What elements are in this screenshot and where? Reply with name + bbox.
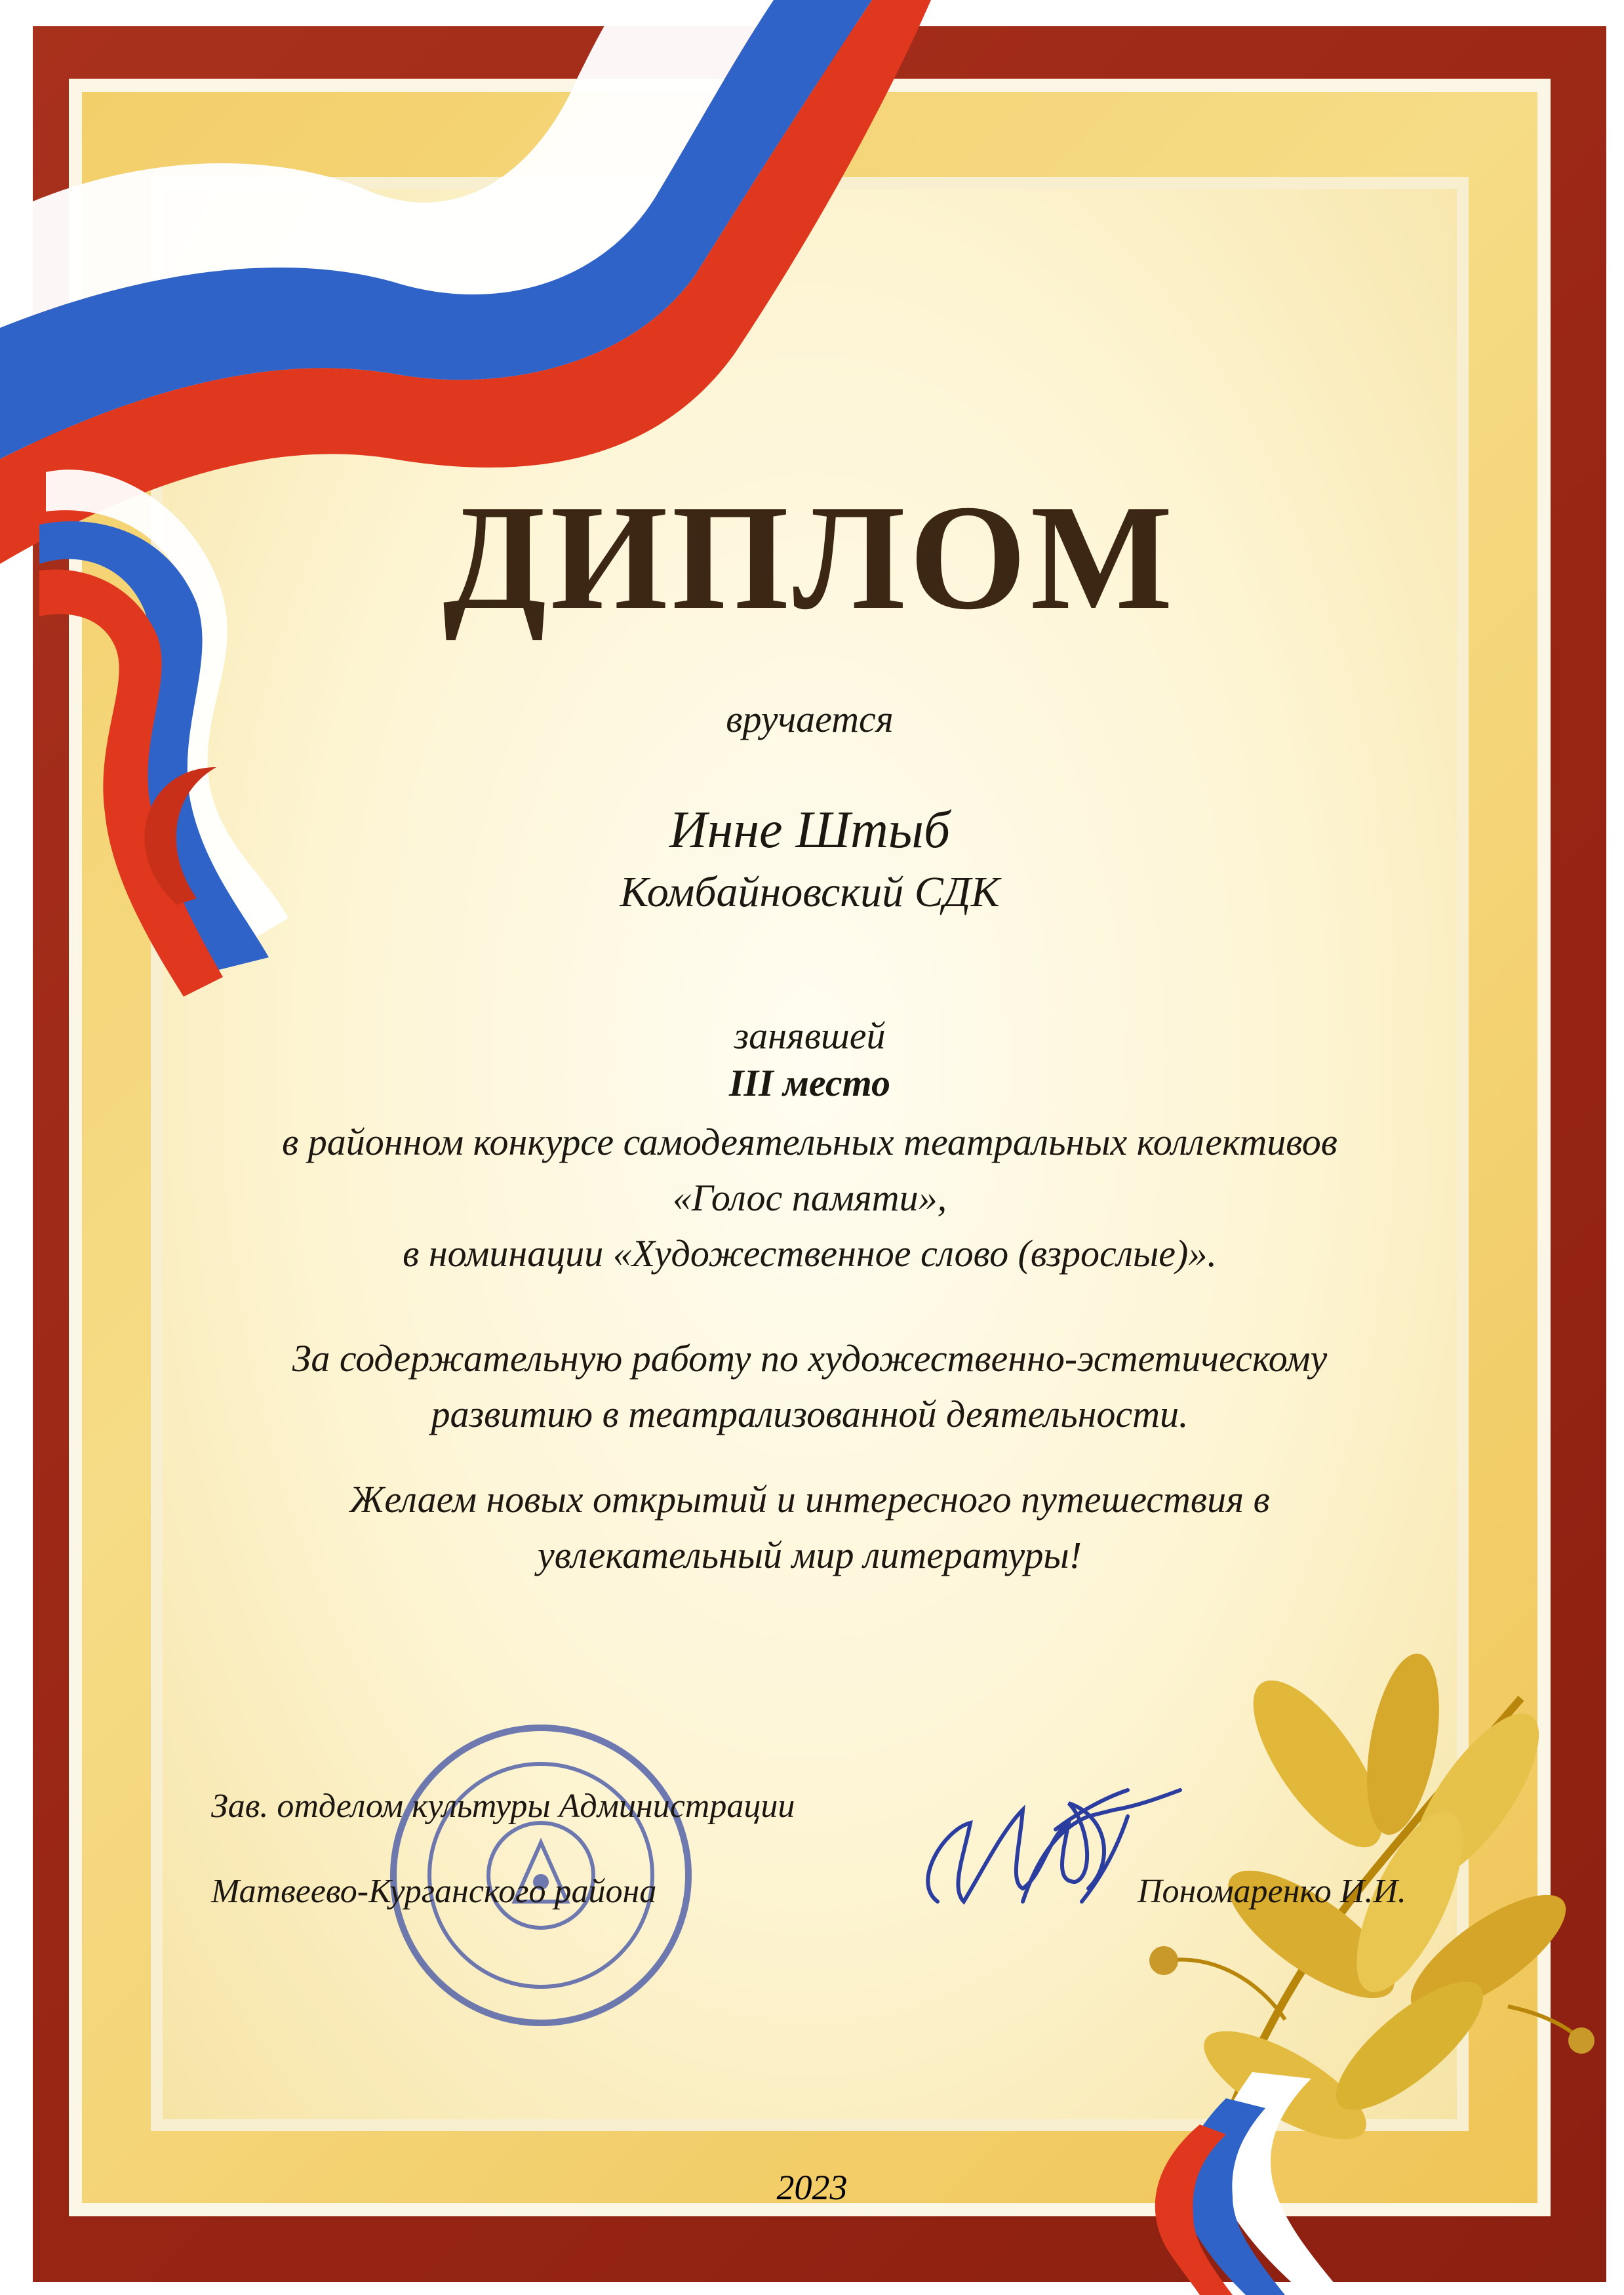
nomination-line: в номинации «Художественное слово (взрослые)». <box>403 1232 1217 1275</box>
contest-name: «Голос памяти», <box>672 1176 947 1219</box>
place-intro: занявшей <box>734 1014 886 1057</box>
wish-line-1: Желаем новых открытий и интересного путешествия в <box>349 1478 1270 1521</box>
contest-line-1: в районном конкурсе самодеятельных театральных коллективов <box>282 1121 1337 1163</box>
signer-title-line-1: Зав. отделом культуры Администрации <box>211 1787 795 1825</box>
merit-line-1: За содержательную работу по художественно-эстетическому <box>292 1337 1328 1380</box>
diploma-year: 2023 <box>776 2168 848 2207</box>
diploma-title: ДИПЛОМ <box>443 473 1177 641</box>
recipient-organization: Комбайновский СДК <box>620 868 1000 916</box>
place-text: III место <box>728 1062 891 1104</box>
recipient-name: Инне Штыб <box>669 801 951 859</box>
signer-title-line-2: Матвеево-Курганского района <box>211 1873 657 1910</box>
awarded-label: вручается <box>726 698 894 740</box>
signer-name: Пономаренко И.И. <box>1138 1873 1406 1910</box>
wish-line-2: увлекательный мир литературы! <box>538 1534 1082 1576</box>
merit-line-2: развитию в театрализованной деятельности. <box>431 1393 1189 1435</box>
